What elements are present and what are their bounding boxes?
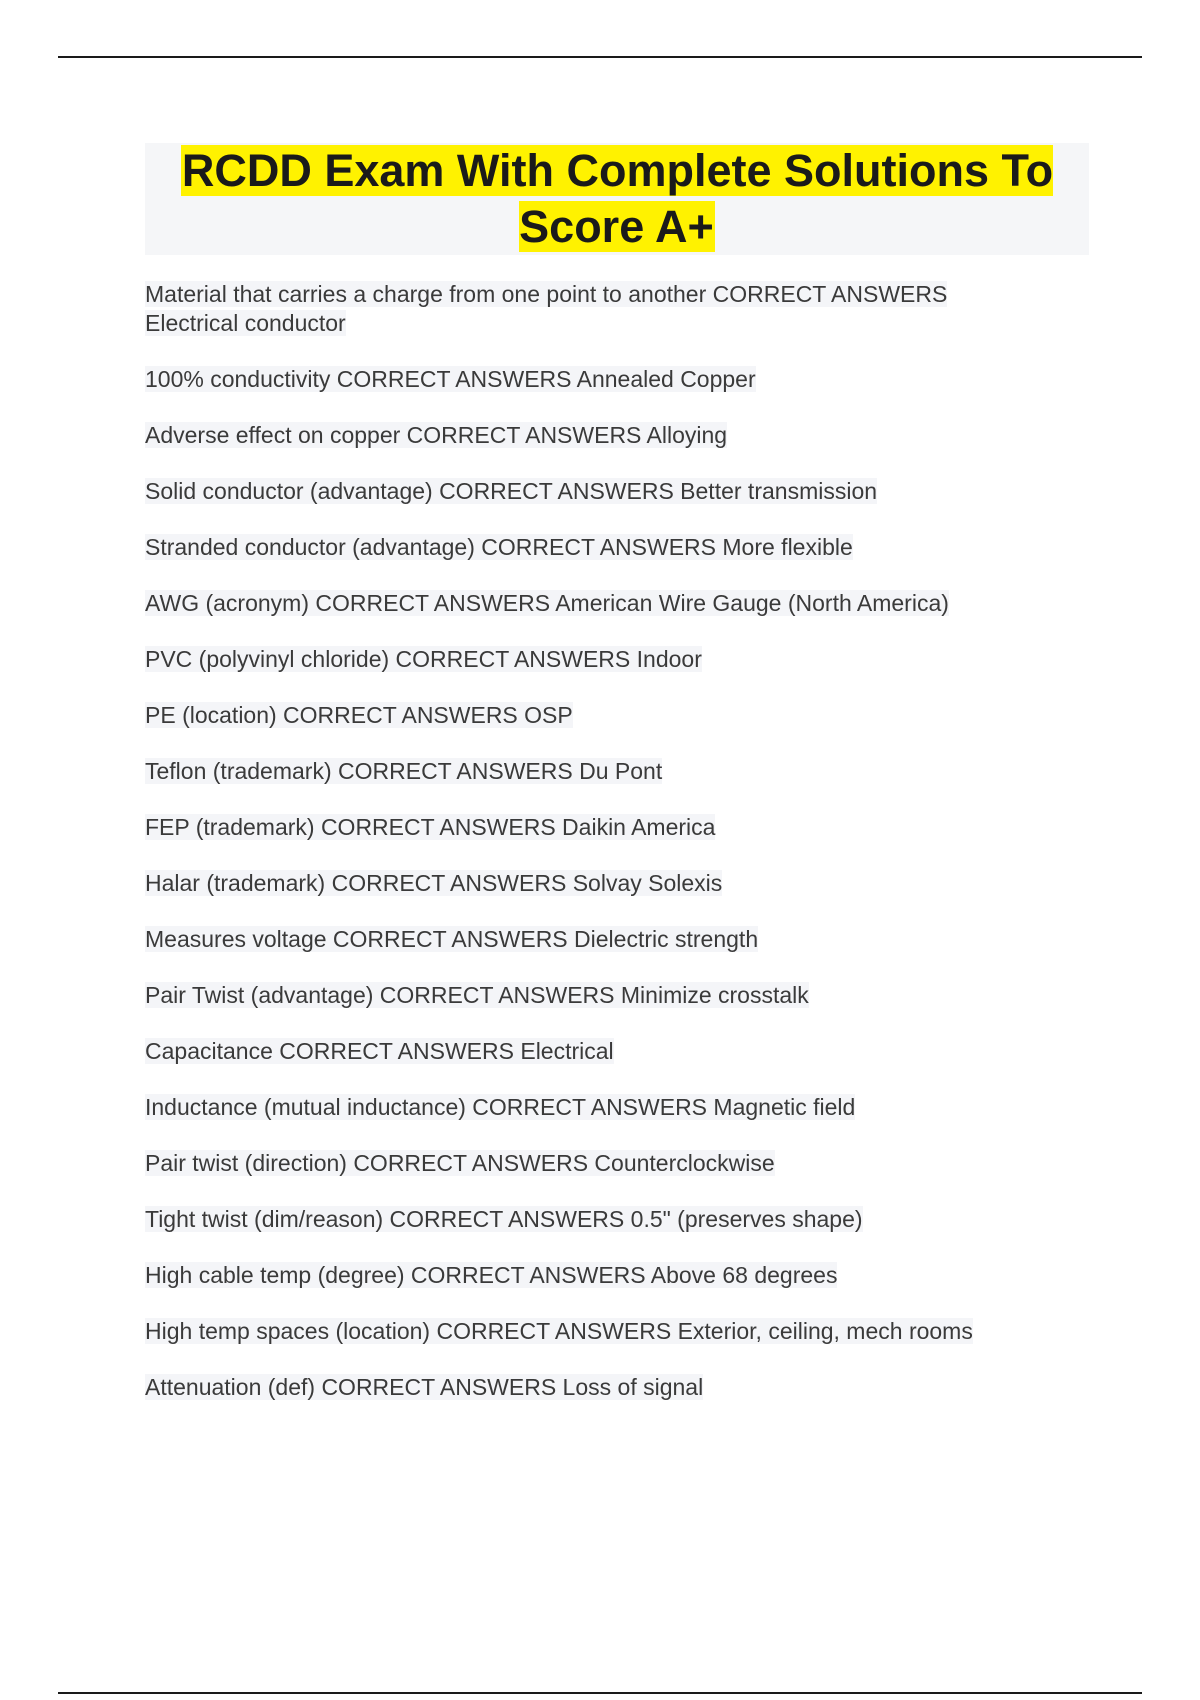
qa-item [145,589,1045,618]
qa-item-text: High cable temp (degree) CORRECT ANSWERS Above 68 degrees [145,1262,838,1288]
qa-item-text: Inductance (mutual inductance) CORRECT ANSWERS Magnetic field [145,1094,856,1120]
header-rule [58,56,1142,58]
qa-item-text: FEP (trademark) CORRECT ANSWERS Daikin America [145,814,716,840]
qa-item-text: 100% conductivity CORRECT ANSWERS Annealed Copper [145,366,756,392]
qa-item [145,1149,1045,1178]
qa-item [145,1317,1045,1346]
qa-item-text: Pair twist (direction) CORRECT ANSWERS Counterclockwise [145,1150,775,1176]
qa-item [145,813,1045,842]
qa-item [145,477,1045,506]
qa-item [145,1261,1045,1290]
qa-item [145,1037,1045,1066]
qa-item [145,701,1045,730]
qa-item-text: Stranded conductor (advantage) CORRECT ANSWERS More flexible [145,534,853,560]
qa-item [145,1093,1045,1122]
qa-item-text: PVC (polyvinyl chloride) CORRECT ANSWERS Indoor [145,646,702,672]
qa-item [145,981,1045,1010]
title-block [145,143,1089,255]
qa-item-text: Attenuation (def) CORRECT ANSWERS Loss of signal [145,1374,704,1400]
qa-item [145,1373,1045,1402]
qa-item-text: Adverse effect on copper CORRECT ANSWERS Alloying [145,422,728,448]
qa-item [145,869,1045,898]
qa-item-text: AWG (acronym) CORRECT ANSWERS American Wire Gauge (North America) [145,590,949,616]
qa-list [145,280,1045,1402]
qa-item-text: High temp spaces (location) CORRECT ANSWERS Exterior, ceiling, mech rooms [145,1318,973,1344]
qa-item-text: Teflon (trademark) CORRECT ANSWERS Du Pont [145,758,663,784]
qa-item [145,645,1045,674]
qa-item [145,925,1045,954]
qa-item-text: Pair Twist (advantage) CORRECT ANSWERS Minimize crosstalk [145,982,809,1008]
qa-item-text: Measures voltage CORRECT ANSWERS Dielectric strength [145,926,759,952]
qa-item-text: Solid conductor (advantage) CORRECT ANSWERS Better transmission [145,478,878,504]
qa-item [145,533,1045,562]
qa-item [145,280,1045,338]
qa-item [145,757,1045,786]
qa-item-text: Capacitance CORRECT ANSWERS Electrical [145,1038,614,1064]
document-title [145,143,1089,255]
qa-item [145,1205,1045,1234]
qa-item-text: Tight twist (dim/reason) CORRECT ANSWERS 0.5" (preserves shape) [145,1206,863,1232]
qa-item [145,421,1045,450]
qa-item-text: Material that carries a charge from one point to another CORRECT ANSWERS Electrical conductor [145,281,948,336]
footer-rule [58,1692,1142,1694]
qa-item-text: Halar (trademark) CORRECT ANSWERS Solvay Solexis [145,870,723,896]
qa-item-text: PE (location) CORRECT ANSWERS OSP [145,702,573,728]
document-title-text: RCDD Exam With Complete Solutions To Score A+ [181,145,1054,252]
qa-item [145,365,1045,394]
